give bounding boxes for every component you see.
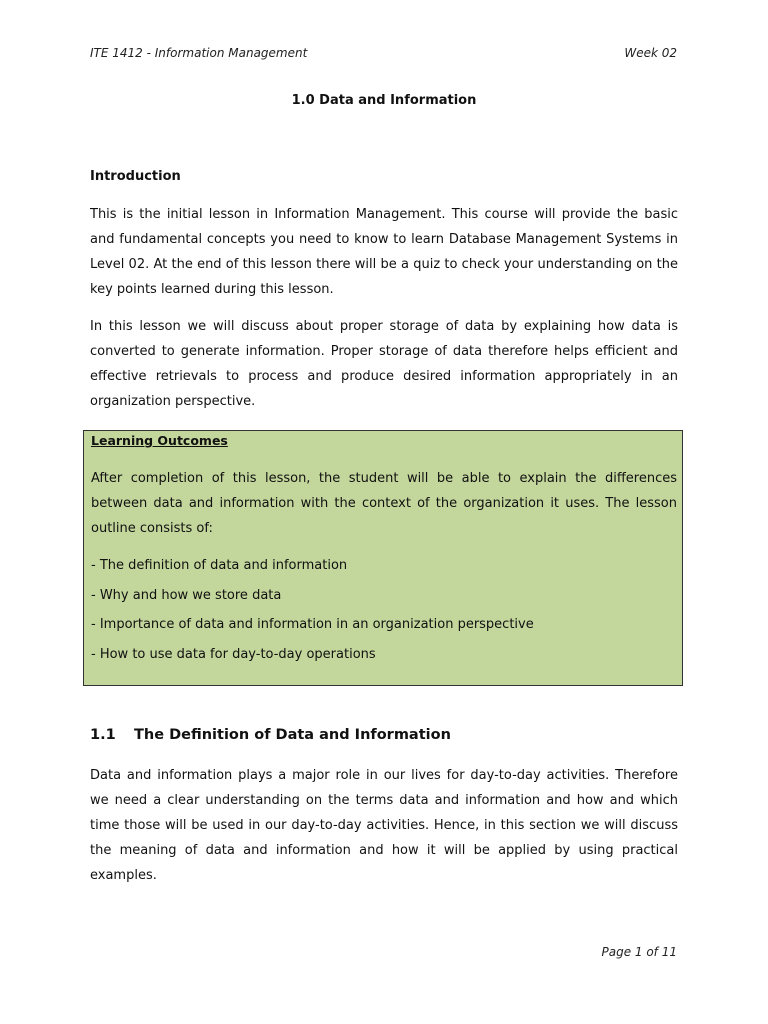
document-title: 1.0 Data and Information xyxy=(291,93,477,108)
section-heading xyxy=(90,727,451,743)
page-number: Page 1 of 11 xyxy=(601,945,677,959)
section-title: The Definition of Data and Information xyxy=(134,727,451,743)
section-number: 1.1 xyxy=(90,727,116,743)
introduction-paragraph-2: In this lesson we will discuss about proper storage of data by explaining how data is converted to generate information. Proper storage of data therefore helps efficient and effective retrievals to process and produce desired information appropriately in an organization perspective. xyxy=(90,319,678,409)
introduction-heading: Introduction xyxy=(90,169,181,184)
section-paragraph: Data and information plays a major role in our lives for day-to-day activities. Therefore we need a clear understanding on the terms data and information and how and which time those will be used in our day-to-day activities. Hence, in this section we will discuss the meaning of data and information and how it will be applied by using practical examples. xyxy=(90,768,678,883)
outcome-item: - The definition of data and information xyxy=(91,558,348,573)
header-course: ITE 1412 - Information Management xyxy=(90,46,308,60)
introduction-paragraph-1: This is the initial lesson in Information Management. This course will provide the basic and fundamental concepts you need to know to learn Database Management Systems in Level 02. At the end of this lesson there will be a quiz to check your understanding on the key points learned during this lesson. xyxy=(90,207,678,297)
header-week: Week 02 xyxy=(624,46,677,60)
outcome-item: - How to use data for day-to-day operations xyxy=(91,647,376,662)
outcome-item: - Importance of data and information in an organization perspective xyxy=(91,617,534,632)
learning-outcomes-heading: Learning Outcomes xyxy=(91,433,228,448)
learning-outcomes-text: After completion of this lesson, the student will be able to explain the differences between data and information with the context of the organization it uses. The lesson outline consists of: xyxy=(91,471,677,536)
outcome-item: - Why and how we store data xyxy=(91,588,282,603)
learning-outcomes-box xyxy=(83,430,683,686)
